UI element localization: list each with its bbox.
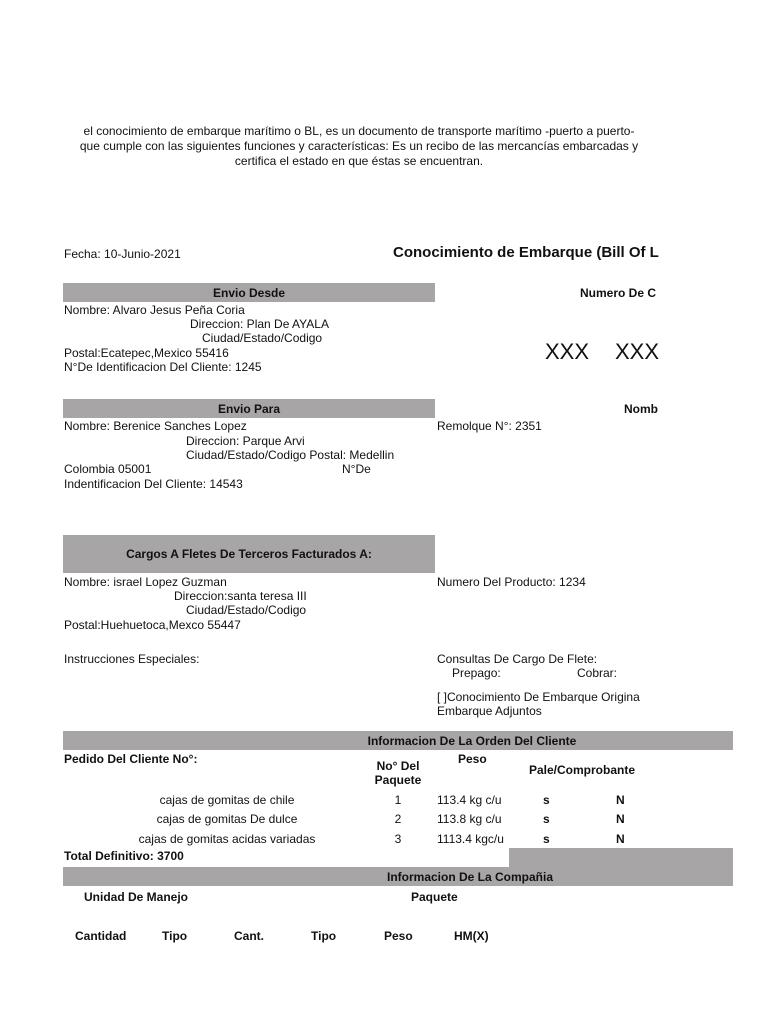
- row-2-n: N: [616, 812, 625, 826]
- cobrar-label: Cobrar:: [577, 666, 618, 680]
- para-ciudad: Ciudad/Estado/Codigo Postal: Medellin: [186, 448, 395, 462]
- cargos-nombre: Nombre: israel Lopez Guzman: [64, 575, 227, 589]
- row-2-num: 2: [394, 812, 402, 826]
- consultas-label: Consultas De Cargo De Flete:: [437, 652, 598, 666]
- intro-line-3: certifica el estado en que éstas se encuentran.: [234, 154, 484, 168]
- row-2-peso: 113.8 kg c/u: [437, 812, 502, 826]
- nombre-right-label: Nomb: [624, 402, 658, 416]
- para-nombre: Nombre: Berenice Sanches Lopez: [64, 419, 247, 433]
- col-pale: Pale/Comprobante: [529, 763, 636, 777]
- paquete-label: Paquete: [411, 890, 458, 904]
- row-1-num: 1: [394, 793, 402, 807]
- col-peso: Peso: [458, 752, 487, 766]
- orden-header: Informacion De La Orden Del Cliente: [367, 734, 577, 748]
- row-1-n: N: [616, 793, 625, 807]
- fecha: Fecha: 10-Junio-2021: [64, 247, 181, 261]
- col-cantidad: Cantidad: [75, 929, 127, 943]
- row-1-peso: 113.4 kg c/u: [437, 793, 502, 807]
- remolque: Remolque N°: 2351: [437, 419, 542, 433]
- col-tipo-1: Tipo: [162, 929, 188, 943]
- desde-id: N°De Identificacion Del Cliente: 1245: [64, 360, 262, 374]
- desde-ciudad: Ciudad/Estado/Codigo: [202, 331, 323, 345]
- col-paquete-1: No° Del: [376, 759, 420, 773]
- intro-line-2: que cumple con las siguientes funciones y características: Es un recibo de las mercancías embarcadas y: [79, 139, 639, 153]
- row-1-s: s: [543, 793, 550, 807]
- numero-label: Numero De C: [580, 286, 657, 300]
- total-definitivo: Total Definitivo: 3700: [64, 849, 184, 863]
- row-1-desc: cajas de gomitas de chile: [159, 793, 295, 807]
- pedido-label: Pedido Del Cliente No°:: [64, 752, 198, 766]
- intro-line-1: el conocimiento de embarque marítimo o BL, es un documento de transporte marítimo -puerto a puerto-: [83, 124, 635, 138]
- row-2-desc: cajas de gomitas De dulce: [156, 812, 298, 826]
- xxx-code-2: XXX: [615, 339, 660, 364]
- envio-para-header: Envio Para: [217, 402, 281, 416]
- row-2-s: s: [543, 812, 550, 826]
- conocimiento-checkbox-label: [ ]Conocimiento De Embarque Origina: [437, 690, 640, 704]
- cargos-header: Cargos A Fletes De Terceros Facturados A:: [126, 547, 372, 561]
- col-tipo-2: Tipo: [311, 929, 337, 943]
- col-paquete-2: Paquete: [374, 773, 422, 787]
- document-title: Conocimiento de Embarque (Bill Of L: [393, 244, 659, 261]
- instrucciones-label: Instrucciones Especiales:: [64, 652, 200, 666]
- row-3-s: s: [543, 832, 550, 846]
- col-cant: Cant.: [234, 929, 264, 943]
- col-peso-2: Peso: [384, 929, 413, 943]
- total-shade: [509, 848, 733, 867]
- cargos-postal: Postal:Huehuetoca,Mexco 55447: [64, 618, 241, 632]
- para-id: Indentificacion Del Cliente: 14543: [64, 477, 243, 491]
- xxx-code-1: XXX: [545, 339, 590, 364]
- prepago-label: Prepago:: [452, 666, 501, 680]
- cargos-direccion: Direccion:santa teresa III: [174, 589, 307, 603]
- desde-postal: Postal:Ecatepec,Mexico 55416: [64, 346, 229, 360]
- unidad-manejo: Unidad De Manejo: [84, 890, 189, 904]
- row-3-desc: cajas de gomitas acidas variadas: [138, 832, 316, 846]
- envio-desde-header: Envio Desde: [212, 286, 286, 300]
- para-direccion: Direccion: Parque Arvi: [186, 434, 305, 448]
- desde-nombre: Nombre: Alvaro Jesus Peña Coria: [64, 303, 245, 317]
- numero-producto: Numero Del Producto: 1234: [437, 575, 586, 589]
- desde-direccion: Direccion: Plan De AYALA: [190, 317, 329, 331]
- row-3-peso: 1113.4 kgc/u: [437, 832, 504, 846]
- col-hmx: HM(X): [454, 929, 489, 943]
- row-3-num: 3: [394, 832, 402, 846]
- para-colombia: Colombia 05001: [64, 462, 152, 476]
- compania-header: Informacion De La Compañia: [386, 870, 554, 884]
- embarque-adjuntos: Embarque Adjuntos: [437, 704, 542, 718]
- cargos-ciudad: Ciudad/Estado/Codigo: [186, 603, 307, 617]
- para-nde: N°De: [342, 462, 371, 476]
- row-3-n: N: [616, 832, 625, 846]
